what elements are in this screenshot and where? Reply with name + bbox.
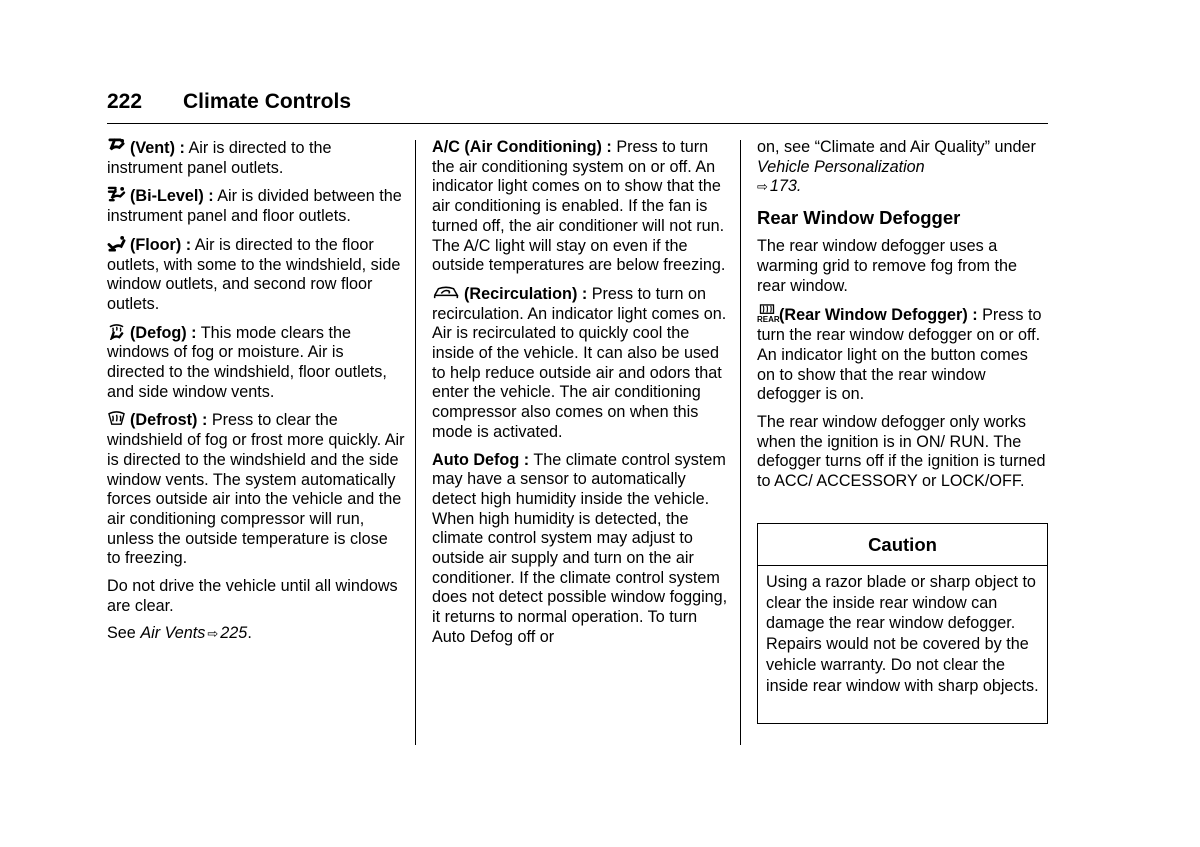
column-2 [432, 138, 728, 656]
recirc-label: (Recirculation) : [464, 284, 588, 303]
rear-defogger-heading: Rear Window Defogger [757, 207, 961, 229]
ac-text: Press to turn the air conditioning system on or off. An indicator light comes on to show that the air conditioning is enabled. If the fan is turned off, the air conditioner will not run. The A/C light will stay on even if the outside temperatures are below freezing. [432, 138, 726, 275]
bilevel-mode-icon [107, 186, 126, 203]
bilevel-paragraph [107, 186, 405, 226]
defog-text: This mode clears the windows of fog or moisture. Air is directed to the windshield, floor outlets, and side window vents. [107, 323, 387, 401]
cont-page: 173 [769, 177, 797, 196]
column-divider-2 [740, 140, 741, 745]
floor-paragraph [107, 235, 405, 315]
caution-box [757, 523, 1048, 724]
rear-defogger-button-paragraph [757, 304, 1050, 405]
rear-defogger-text: Press to turn the rear window defogger on or off. An indicator light on the button comes on to show that the rear window defogger is on. [757, 306, 1042, 404]
column-1 [107, 138, 405, 652]
see-prefix: See [107, 624, 141, 643]
autodefog-text: The climate control system may have a sensor to automatically detect high humidity inside the vehicle. When high humidity is detected, the climate control system may adjust to outside air supply and turn on the air conditioner. If the climate control system does not detect possible window fogging, it returns to normal operation. To turn Auto Defog off or [432, 450, 728, 646]
defrost-paragraph [107, 410, 405, 569]
rear-icon-text: REAR [757, 315, 780, 325]
floor-mode-icon [107, 235, 126, 252]
vent-mode-icon [107, 138, 126, 155]
page-number: 222 [107, 90, 143, 113]
vent-text: Air is directed to the instrument panel outlets. [107, 139, 332, 177]
page-ref-arrow-icon: ⇨ [207, 626, 219, 642]
header-rule [107, 123, 1048, 124]
autodefog-paragraph [432, 451, 728, 648]
column-3 [757, 138, 1050, 500]
see-page: 225 [220, 624, 248, 643]
warning-paragraph: Do not drive the vehicle until all windows are clear. [107, 577, 398, 615]
continued-reference [757, 138, 1050, 197]
recirc-text: Press to turn on recirculation. An indicator light comes on. Air is recirculated to quickly cool the inside of the vehicle. It can also be used to help reduce outside air and odors that enter the vehicle. The air conditioning compressor also comes on when this mode is activated. [432, 284, 727, 441]
floor-label: (Floor) : [130, 235, 192, 254]
bilevel-label: (Bi-Level) : [130, 187, 214, 206]
rear-defogger-icon [757, 304, 780, 326]
defrost-text: Press to clear the windshield of fog or frost more quickly. Air is directed to the windshield and the side window vents. The system automatically forces outside air into the vehicle and the air conditioning compressor will run, unless the outside temperature is close to freezing. [107, 411, 405, 568]
autodefog-label: Auto Defog : [432, 450, 530, 469]
defrost-mode-icon [107, 410, 126, 427]
caution-body: Using a razor blade or sharp object to clear the inside rear window can damage the rear window defogger. Repairs would not be covered by the vehicle warranty. Do not clear the inside rear window with sharp objects. [766, 573, 1039, 695]
ac-label: A/C (Air Conditioning) : [432, 138, 612, 156]
defog-label: (Defog) : [130, 323, 197, 342]
see-suffix: . [247, 624, 252, 643]
rear-defogger-intro: The rear window defogger uses a warming grid to remove fog from the rear window. [757, 237, 1018, 295]
rear-defogger-note: The rear window defogger only works when the ignition is in ON/ RUN. The defogger turns off if the ignition is turned to ACC/ ACCESSORY or LOCK/OFF. [757, 413, 1046, 491]
cont-ref: Vehicle Personalization [757, 157, 925, 176]
bilevel-text: Air is divided between the instrument panel and floor outlets. [107, 187, 402, 226]
see-ref: Air Vents [140, 624, 206, 643]
vent-paragraph [107, 138, 405, 178]
cont-text: on, see “Climate and Air Quality” under [757, 138, 1036, 156]
defrost-label: (Defrost) : [130, 411, 208, 430]
column-divider-1 [415, 140, 416, 745]
rear-defogger-label: (Rear Window Defogger) : [779, 306, 978, 325]
recirculation-icon [432, 284, 460, 301]
page-header [107, 90, 1048, 122]
page-ref-arrow-icon: ⇨ [757, 179, 768, 195]
defog-paragraph [107, 323, 405, 403]
vent-label: (Vent) : [130, 139, 185, 157]
see-reference [107, 624, 405, 644]
caution-title: Caution [758, 524, 1047, 566]
cont-suffix: . [796, 177, 802, 196]
floor-text: Air is directed to the floor outlets, with some to the windshield, side window outlets, and second row floor outlets. [107, 235, 401, 313]
ac-paragraph [432, 138, 728, 276]
section-title: Climate Controls [183, 90, 352, 113]
defog-mode-icon [107, 323, 126, 340]
recirc-paragraph [432, 284, 728, 443]
